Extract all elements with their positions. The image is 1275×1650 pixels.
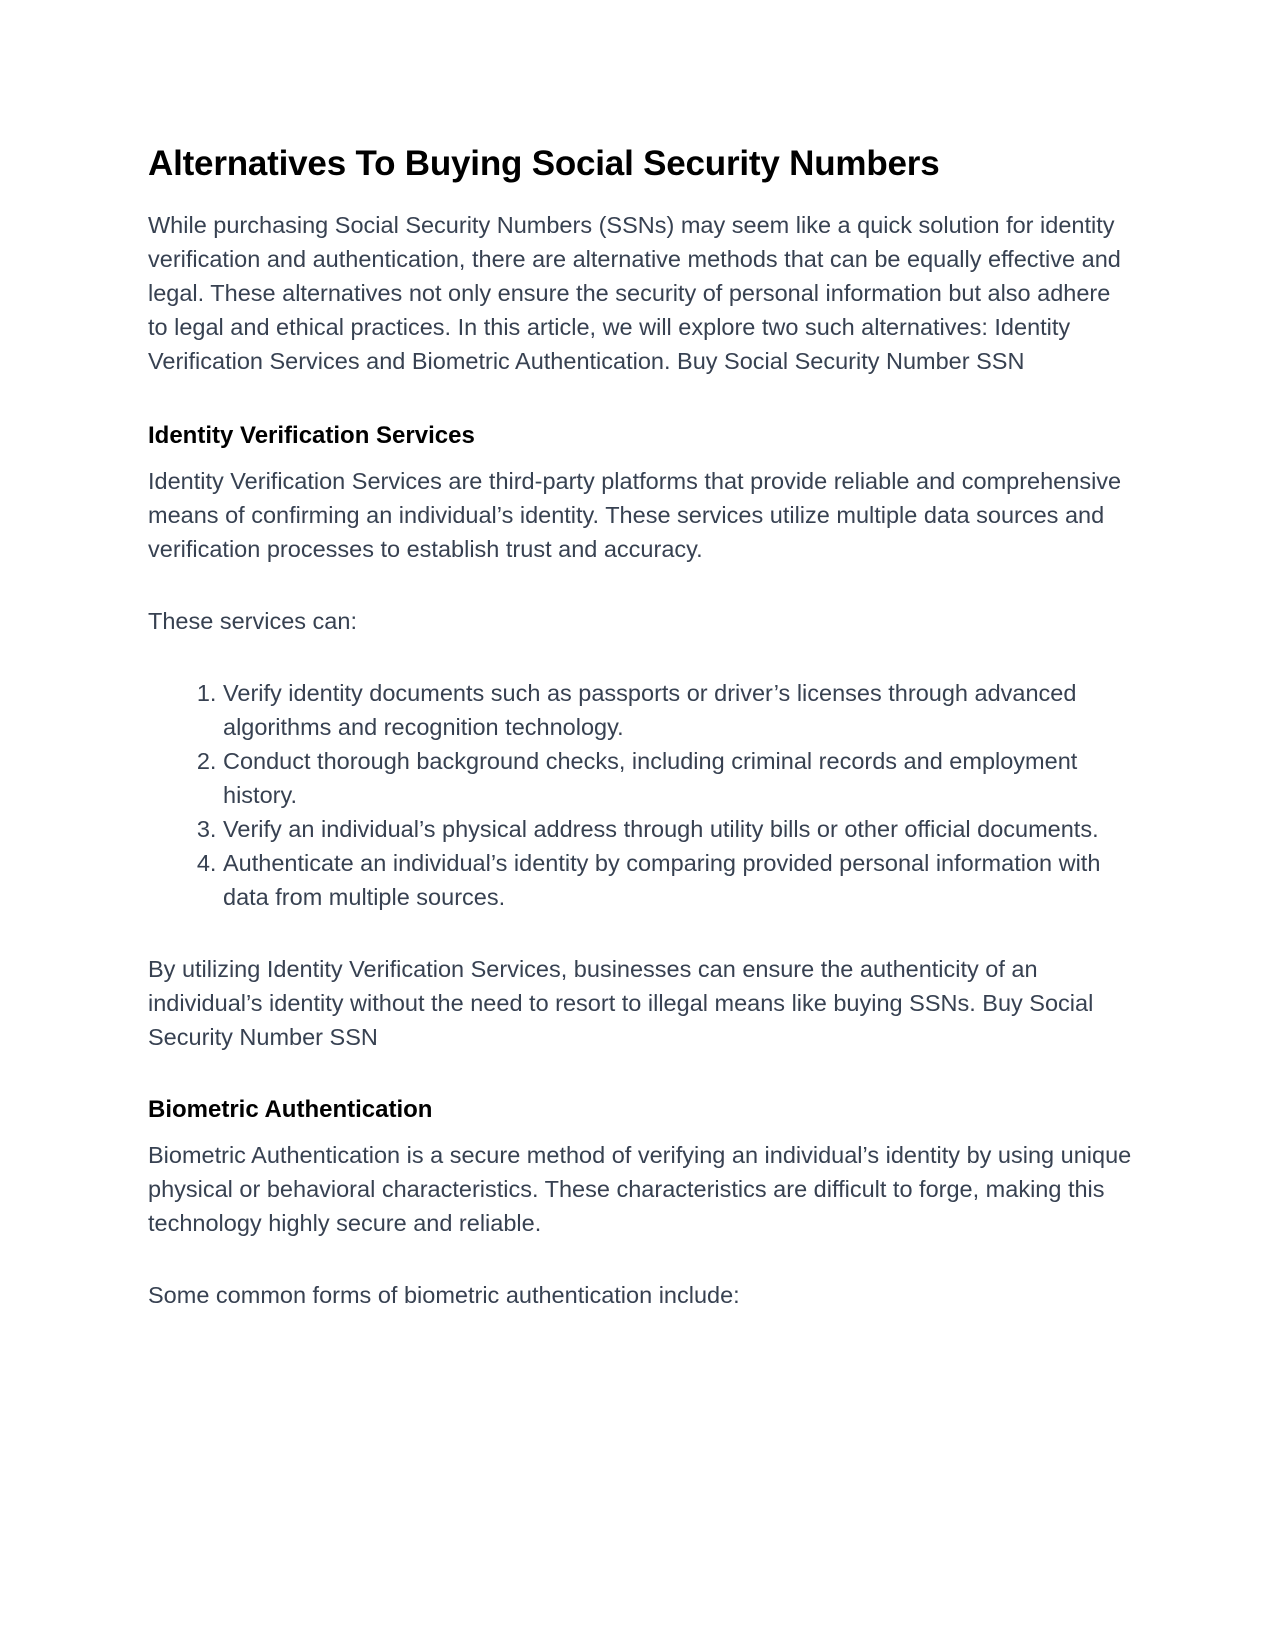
list-item: 1. Verify identity documents such as passports or driver’s licenses through advanced algorithms and recognition technology. xyxy=(223,676,1133,744)
list-item: 4. Authenticate an individual’s identity by comparing provided personal information with data from multiple sources. xyxy=(223,846,1133,914)
biometric-list-intro: Some common forms of biometric authentication include: xyxy=(148,1282,740,1308)
identity-verification-description: Identity Verification Services are third-party platforms that provide reliable and comprehensive means of confirming an individual’s identity. These services utilize multiple data sources and verification processes to establish trust and accuracy. xyxy=(148,468,1122,562)
section-heading-identity-verification: Identity Verification Services xyxy=(148,422,475,449)
identity-verification-list-intro: These services can: xyxy=(148,608,357,634)
identity-verification-list xyxy=(148,676,1133,914)
list-item: 3. Verify an individual’s physical address through utility bills or other official documents. xyxy=(223,812,1133,846)
document-page xyxy=(148,142,1133,1312)
section-heading-biometric: Biometric Authentication xyxy=(148,1096,433,1123)
biometric-description: Biometric Authentication is a secure method of verifying an individual’s identity by using unique physical or behavioral characteristics. These characteristics are difficult to forge, making this technology highly secure and reliable. xyxy=(148,1142,1132,1236)
list-item: 2. Conduct thorough background checks, including criminal records and employment history. xyxy=(223,744,1133,812)
intro-paragraph: While purchasing Social Security Numbers (SSNs) may seem like a quick solution for identity verification and authentication, there are alternative methods that can be equally effective and legal. These alternatives not only ensure the security of personal information but also adhere to legal and ethical practices. In this article, we will explore two such alternatives: Identity Verification Services and Biometric Authentication. Buy Social Security Number SSN xyxy=(148,212,1121,374)
document-title: Alternatives To Buying Social Security Numbers xyxy=(148,144,940,183)
identity-verification-conclusion: By utilizing Identity Verification Services, businesses can ensure the authenticity of an individual’s identity without the need to resort to illegal means like buying SSNs. Buy Social Security Number SSN xyxy=(148,956,1094,1050)
